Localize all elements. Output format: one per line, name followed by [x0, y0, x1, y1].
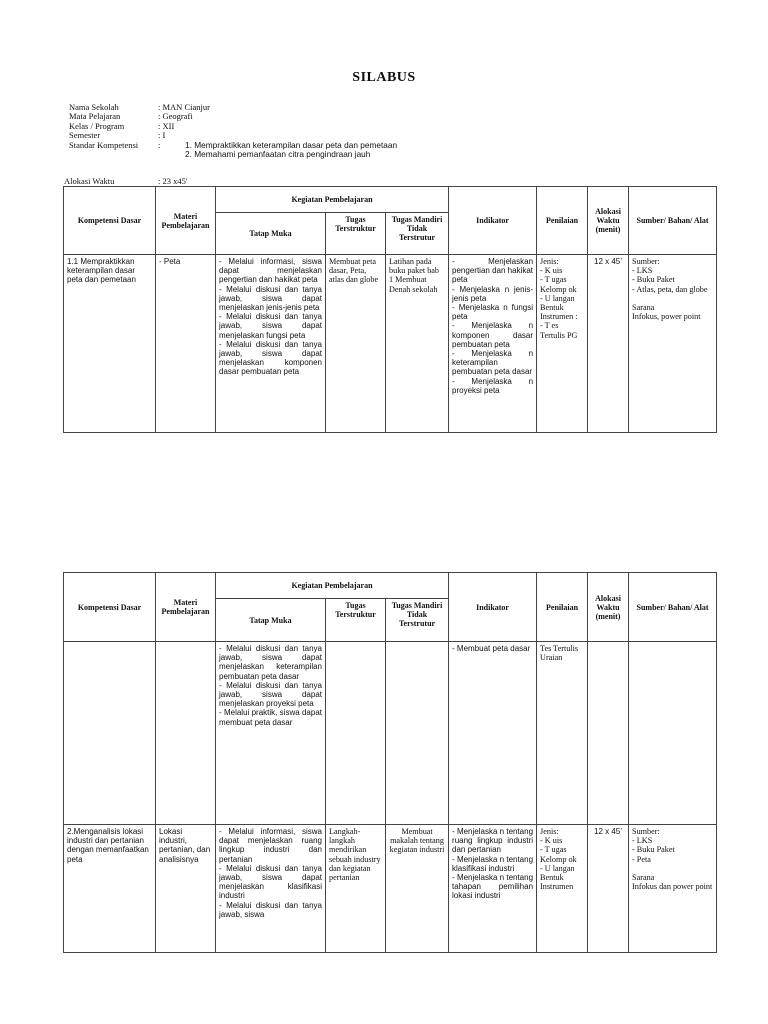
list-item: - Menjelaska n tentang klasifikasi industri — [452, 854, 534, 873]
document-meta — [69, 103, 397, 159]
header-penilaian: Penilaian — [537, 187, 588, 255]
cell-tugas-mandiri: Membuat makalah tentang kegiatan industri — [386, 825, 449, 953]
cell-tugas-terstruktur: Membuat peta dasar, Peta, atlas dan globe — [326, 255, 386, 433]
header-kegiatan: Kegiatan Pembelajaran — [216, 573, 449, 599]
header-tugas-mandiri: Tugas Mandiri Tidak Terstrutur — [386, 213, 449, 255]
list-item: - Melalui diskusi dan tanya jawab, siswa dapat menjelaskan keterampilan pembuatan peta dasar — [219, 644, 322, 681]
header-sumber: Sumber/ Bahan/ Alat — [629, 187, 717, 255]
header-tugas-terstruktur: Tugas Terstruktur — [326, 213, 386, 255]
cell-materi: - Peta — [156, 255, 216, 433]
cell-tugas-mandiri: Latihan pada buku paket bab 1 Membuat Denah sekolah — [386, 255, 449, 433]
list-item: - T es Tertulis PG — [540, 321, 578, 340]
list-item: - Menjelaska n jenis-jenis peta — [452, 284, 534, 303]
list-item: - Atlas, peta, dan globe — [632, 284, 708, 294]
header-alokasi: Alokasi Waktu (menit) — [588, 573, 629, 642]
header-materi: Materi Pembelajaran — [156, 187, 216, 255]
list-item: - Menjelaska n tentang tahapan pemilihan lokasi industri — [452, 873, 534, 901]
list-item: - Melalui diskusi dan tanya jawab, siswa dapat menjelaskan komponen dasar pembuatan peta — [219, 339, 322, 377]
meta-colon: : — [158, 139, 161, 150]
meta-value: : Geografi — [158, 111, 193, 122]
cell-indikator — [449, 825, 537, 953]
syllabus-table-2 — [63, 572, 717, 953]
alokasi-value: : 23 x45' — [158, 176, 188, 186]
header-alokasi: Alokasi Waktu (menit) — [588, 187, 629, 255]
list-item: - K uis — [540, 266, 563, 276]
meta-label: Mata Pelajaran — [69, 111, 121, 122]
header-tatap-muka: Tatap Muka — [216, 599, 326, 642]
cell-kd: 2.Menganalisis lokasi industri dan pertanian dengan memanfaatkan peta — [64, 825, 156, 953]
header-sumber: Sumber/ Bahan/ Alat — [629, 573, 717, 642]
list-item: - LKS — [632, 836, 653, 846]
table-row — [64, 255, 717, 433]
list-item: - Menjelaska n tentang ruang lingkup industri dan pertanian — [452, 827, 534, 855]
list-item: - U langan — [540, 293, 575, 303]
list-item: Infokus, power point — [632, 312, 701, 322]
list-spacer — [632, 294, 713, 303]
list-item: - Menjelaska n komponen dasar pembuatan peta — [452, 321, 534, 349]
list-item: - Buku Paket — [632, 845, 675, 855]
header-kd: Kompetensi Dasar — [64, 573, 156, 642]
cell-tugas-mandiri — [386, 642, 449, 825]
list-item: - K uis — [540, 836, 563, 846]
list-item: - LKS — [632, 266, 653, 276]
meta-row-class — [69, 122, 397, 131]
list-item: - Peta — [632, 854, 651, 864]
meta-label: Kelas / Program — [69, 120, 125, 131]
header-kegiatan: Kegiatan Pembelajaran — [216, 187, 449, 213]
standar-item: 1. Mempraktikkan keterampilan dasar peta dan pemetaan — [185, 139, 398, 150]
header-indikator: Indikator — [449, 187, 537, 255]
cell-tugas-terstruktur — [326, 642, 386, 825]
header-indikator: Indikator — [449, 573, 537, 642]
standar-item: 2. Memahami pemanfaatan citra pengindraan jauh — [185, 149, 371, 160]
header-tugas-mandiri: Tugas Mandiri Tidak Terstrutur — [386, 599, 449, 642]
list-item: - U langan — [540, 863, 575, 873]
cell-tatap-muka — [216, 255, 326, 433]
list-item: - Menjelaskan pengertian dan hakikat peta — [452, 257, 534, 285]
list-item: Jenis: — [540, 827, 559, 836]
syllabus-table-1 — [63, 186, 717, 433]
list-item: Infokus dan power point — [632, 882, 713, 892]
header-tatap-muka: Tatap Muka — [216, 213, 326, 255]
cell-sumber — [629, 255, 717, 433]
cell-indikator — [449, 255, 537, 433]
list-item: - Buku Paket — [632, 275, 675, 285]
cell-sumber — [629, 642, 717, 825]
list-item: - Melalui informasi, siswa dapat menjelaskan pengertian dan hakikat peta — [219, 257, 322, 285]
header-tugas-terstruktur: Tugas Terstruktur — [326, 599, 386, 642]
list-item: - Melalui diskusi dan tanya jawab, siswa dapat menjelaskan jenis-jenis peta — [219, 284, 322, 313]
cell-materi: Lokasi industri, pertanian, dan analisisnya — [156, 825, 216, 953]
list-item: Sumber: — [632, 257, 660, 266]
cell-sumber — [629, 825, 717, 953]
cell-kd — [64, 642, 156, 825]
header-penilaian: Penilaian — [537, 573, 588, 642]
cell-penilaian — [537, 825, 588, 953]
cell-alokasi: 12 x 45’ — [588, 255, 629, 433]
list-item: - Melalui diskusi dan tanya jawab, siswa dapat menjelaskan klasifikasi industri — [219, 863, 322, 901]
table-row — [64, 642, 717, 825]
cell-tatap-muka — [216, 825, 326, 953]
list-item: - T ugas Kelomp ok — [540, 845, 577, 864]
meta-label: Semester — [69, 130, 101, 141]
cell-tatap-muka — [216, 642, 326, 825]
alokasi-label: Alokasi Waktu — [64, 176, 115, 186]
list-item: - T ugas Kelomp ok — [540, 275, 577, 294]
header-materi: Materi Pembelajaran — [156, 573, 216, 642]
meta-label: Nama Sekolah — [69, 102, 119, 112]
alokasi-waktu — [64, 176, 187, 186]
list-item: - Melalui informasi, siswa dapat menjelaskan ruang lingkup industri dan pertanian — [219, 827, 322, 864]
meta-label: Standar Kompetensi — [69, 139, 139, 150]
list-item: Bentuk Instrumen — [540, 873, 574, 892]
list-item: - Melalui diskusi dan tanya jawab, siswa dapat menjelaskan proyeksi peta — [219, 680, 322, 709]
list-item: Bentuk Instrumen : — [540, 303, 578, 322]
table-row — [64, 825, 717, 953]
list-item: - Menjelaska n fungsi peta — [452, 303, 534, 322]
cell-alokasi — [588, 642, 629, 825]
cell-alokasi: 12 x 45’ — [588, 825, 629, 953]
page-title: SILABUS — [352, 70, 416, 85]
meta-row-standar — [69, 141, 397, 160]
list-item: - Membuat peta dasar — [452, 644, 531, 653]
list-item: Sarana — [632, 872, 655, 882]
cell-tugas-terstruktur: Langkah-langkah mendirikan sebuah industry dan kegiatan pertanian — [326, 825, 386, 953]
list-item: - Menjelaska n keterampilan pembuatan peta dasar — [452, 349, 534, 377]
list-item: Sumber: — [632, 827, 660, 836]
cell-penilaian — [537, 255, 588, 433]
cell-penilaian — [537, 642, 588, 825]
list-item: Sarana — [632, 302, 655, 312]
list-item: - Melalui praktik, siswa dapat membuat peta dasar — [219, 708, 322, 727]
cell-kd: 1.1 Mempraktikkan keterampilan dasar peta dan pemetaan — [64, 255, 156, 433]
standar-list — [185, 141, 397, 160]
list-item: Tes Tertulis Uraian — [540, 644, 579, 663]
list-item: - Melalui diskusi dan tanya jawab, siswa — [219, 900, 322, 919]
list-item: Jenis: — [540, 257, 559, 266]
meta-value: : XII — [158, 120, 175, 131]
cell-indikator — [449, 642, 537, 825]
meta-value: : MAN Cianjur — [158, 102, 210, 112]
header-kd: Kompetensi Dasar — [64, 187, 156, 255]
list-spacer — [632, 864, 713, 873]
list-item: - Menjelaska n proyeksi peta — [452, 376, 534, 395]
list-item: - Melalui diskusi dan tanya jawab, siswa dapat menjelaskan fungsi peta — [219, 312, 322, 340]
meta-value: : I — [158, 130, 166, 141]
cell-materi — [156, 642, 216, 825]
